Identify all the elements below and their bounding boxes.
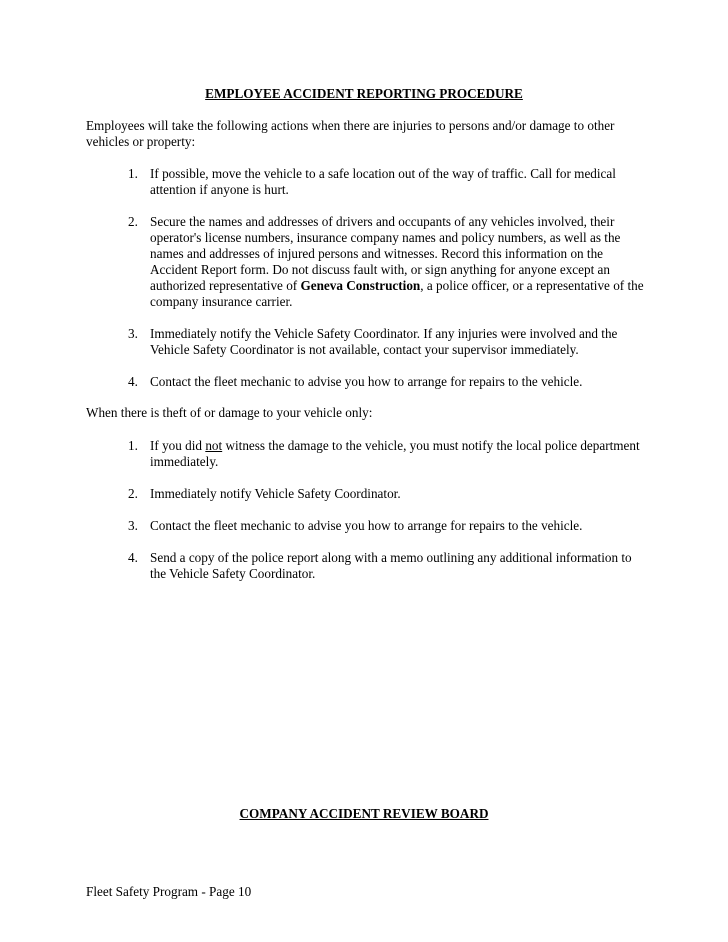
list-item-number: 2. bbox=[128, 486, 138, 501]
list-item-text: Send a copy of the police report along with a memo outlining any additional information to the Vehicle Safety Coordinator. bbox=[150, 550, 632, 581]
list-item-number: 2. bbox=[128, 214, 138, 229]
list-item-text bbox=[150, 214, 645, 310]
list-item-text-part: , a police officer, or a representative of the company insurance carrier. bbox=[150, 278, 644, 309]
company-name: Geneva Construction bbox=[300, 278, 421, 293]
page-title: EMPLOYEE ACCIDENT REPORTING PROCEDURE bbox=[205, 86, 523, 101]
section-one-intro: Employees will take the following actions when there are injuries to persons and/or damage to other vehicles or property: bbox=[86, 118, 615, 149]
list-item-number: 4. bbox=[128, 550, 138, 565]
list-item-number: 1. bbox=[128, 166, 138, 181]
list-item-text bbox=[150, 438, 645, 470]
list-item-text: Immediately notify Vehicle Safety Coordinator. bbox=[150, 486, 401, 501]
page-footer: Fleet Safety Program - Page 10 bbox=[86, 884, 252, 899]
list-item-text: Immediately notify the Vehicle Safety Coordinator. If any injuries were involved and the Vehicle Safety Coordinator is not available, contact your supervisor immediately. bbox=[150, 326, 618, 357]
list-item-text: Contact the fleet mechanic to advise you how to arrange for repairs to the vehicle. bbox=[150, 518, 583, 533]
list-item-number: 1. bbox=[128, 438, 138, 453]
next-section-title: COMPANY ACCIDENT REVIEW BOARD bbox=[239, 806, 489, 821]
list-item-text: Contact the fleet mechanic to advise you how to arrange for repairs to the vehicle. bbox=[150, 374, 583, 389]
list-item-number: 3. bbox=[128, 326, 138, 341]
list-item-number: 4. bbox=[128, 374, 138, 389]
list-item-text: If possible, move the vehicle to a safe location out of the way of traffic. Call for medical attention if anyone is hurt. bbox=[150, 166, 616, 197]
list-item-number: 3. bbox=[128, 518, 138, 533]
list-item-text-part: witness the damage to the vehicle, you must notify the local police department immediately. bbox=[150, 438, 640, 469]
section-two-intro: When there is theft of or damage to your vehicle only: bbox=[86, 405, 373, 420]
emphasis-not: not bbox=[205, 438, 223, 453]
list-item-text-part: Secure the names and addresses of drivers and occupants of any vehicles involved, their operator's license numbers, insurance company names and policy numbers, as well as the names and addresses of injured persons and witnesses. Record this information on the Accident Report form. Do not discuss fault with, or sign anything for anyone except an authorized representative of bbox=[150, 214, 621, 293]
list-item-text-part: If you did bbox=[150, 438, 206, 453]
